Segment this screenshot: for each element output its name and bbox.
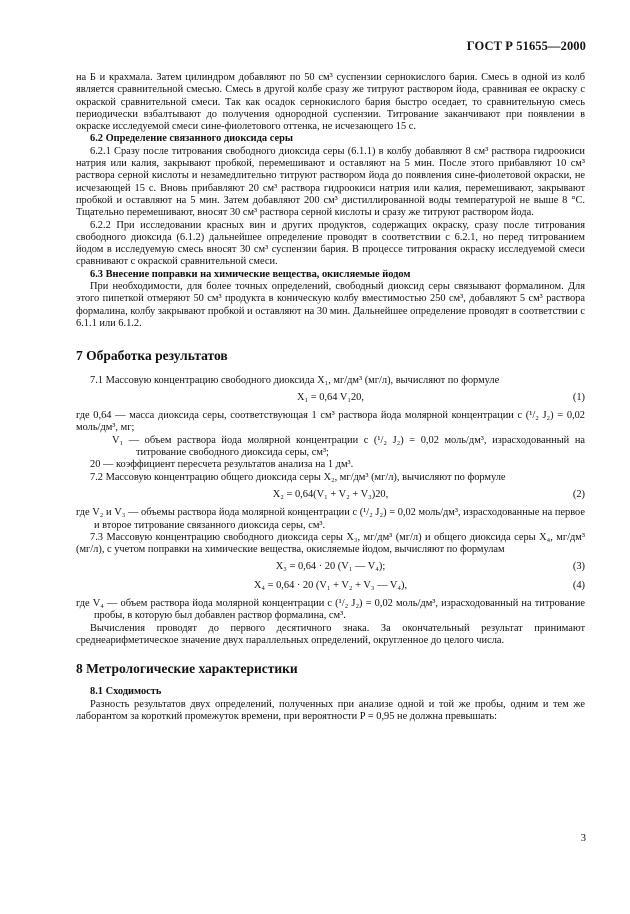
formula-1 <box>76 392 585 404</box>
formula-3-expression: X₃ = 0,64 · 20 (V₁ — V₄); <box>275 561 386 573</box>
document-body <box>76 72 585 723</box>
subsection-heading-8-1: 8.1 Сходимость <box>90 686 162 698</box>
paragraph-7-1: 7.1 Массовую концентрацию свободного диоксида X₁, мг/дм³ (мг/л), вычисляют по формуле <box>90 374 500 386</box>
formula-3 <box>76 561 585 573</box>
subsection-heading-6-3: 6.3 Внесение поправки на химические вещества, окисляемые йодом <box>90 268 411 280</box>
paragraph-6-2-1: 6.2.1 Сразу после титрования свободного диоксида серы (6.1.1) в колбу добавляют 8 см³ раствора гидроокиси натрия или калия, закрывают пробкой, перемешивают и оставляют на 5 мин. После этого прибавляют 10 см³ раствора серной кислоты и незамедлительно титруют раствором йода до появления сине-фиолетовой окраски, не исчезающей 15 с. Вновь прибавляют 20 см³ раствора гидроокиси натрия или калия, перемешивают, закрывают пробкой и оставляют на 5 мин. Затем добавляют 200 см³ дистиллированной воды температурой не выше 8 °С. Тщательно перемешивают, вносят 30 см³ раствора серной кислоты и сразу же титруют раствором йода. <box>76 145 585 219</box>
formula-4-expression: X₄ = 0,64 · 20 (V₁ + V₂ + V₃ — V₄), <box>253 579 408 591</box>
paragraph-continuation: на Б и крахмала. Затем цилиндром добавляют по 50 см³ суспензии сернокислого бария. Смесь в одной из колб является сравнительной смесью. Смесь в другой колбе сразу же титруют раствором йода, сравнивая ее окраску с окраской сравнительной смеси. Так как осадок сернокислого бария быстро оседает, то сравнительную смесь периодически взбалтывают до получения однородной суспензии. Титрование заканчивают при появлении в окраске исследуемой смеси сине-фиолетового оттенка, не исчезающего 15 с. <box>76 72 585 133</box>
formula-1-expression: X₁ = 0,64 V₁20, <box>297 391 364 403</box>
paragraph-7-2: 7.2 Массовую концентрацию общего диоксида серы X₂, мг/дм³ (мг/л), вычисляют по формуле <box>90 471 506 483</box>
where-v1: V₁ — объем раствора йода молярной концентрации с (¹/₂ J₂) = 0,02 моль/дм³, израсходованный на титрование свободного диоксида серы, см³; <box>112 434 585 459</box>
formula-2 <box>76 489 585 501</box>
where-v2-v3: где V₂ и V₃ — объемы раствора йода молярной концентрации с (¹/₂ J₂) = 0,02 моль/дм³, израсходованные на первое и второе титрование связанного диоксида серы, см³. <box>76 507 585 531</box>
subsection-heading-6-2: 6.2 Определение связанного диоксида серы <box>90 133 293 145</box>
section-heading-8: 8 Метрологические характеристики <box>76 661 298 677</box>
page-number: 3 <box>580 833 586 844</box>
paragraph-7-3: 7.3 Массовую концентрацию свободного диоксида серы X₃, мг/дм³ (мг/л) и общего диоксида серы X₄, мг/дм³ (мг/л), с учетом поправки на химические вещества, окисляемые йодом, вычисляют по формулам <box>76 531 585 556</box>
where-0-64: где 0,64 — масса диоксида серы, соответствующая 1 см³ раствора йода молярной концентрации с (¹/₂ J₂) = 0,02 моль/дм³, мг; <box>76 410 585 434</box>
paragraph-calculation-note: Вычисления проводят до первого десятичного знака. За окончательный результат принимают среднеарифметическое значение двух параллельных определений, округленное до целого числа. <box>76 622 585 646</box>
formula-1-number: (1) <box>572 391 585 403</box>
formula-4-number: (4) <box>572 579 585 591</box>
formula-3-number: (3) <box>572 561 585 573</box>
where-20: 20 — коэффициент пересчета результатов анализа на 1 дм³. <box>90 459 354 471</box>
formula-2-number: (2) <box>572 488 585 500</box>
paragraph-6-3: При необходимости, для более точных определений, свободный диоксид серы связывают формалином. Для этого пипеткой отмеряют 50 см³ продукта в коническую колбу вместимостью 250 см³, добавляют 5 см³ раствора формалина, колбу закрывают пробкой и оставляют на 30 мин. Дальнейшее определение проводят в соответствии с 6.1.1 или 6.1.2. <box>76 281 585 329</box>
formula-4 <box>76 580 585 592</box>
paragraph-8-1: Разность результатов двух определений, полученных при анализе одной и той же пробы, одним и тем же лаборантом за короткий промежуток времени, при вероятности P = 0,95 не должна превышать: <box>76 698 585 723</box>
section-heading-7: 7 Обработка результатов <box>76 348 228 364</box>
where-v4: где V₄ — объем раствора йода молярной концентрации с (¹/₂ J₂) = 0,02 моль/дм³, израсходованный на титрование пробы, в которую был добавлен раствор формалина, см³. <box>76 597 585 622</box>
formula-2-expression: X₂ = 0,64(V₁ + V₂ + V₃)20, <box>272 488 389 500</box>
document-header: ГОСТ Р 51655—2000 <box>466 39 586 53</box>
paragraph-6-2-2: 6.2.2 При исследовании красных вин и других продуктов, содержащих окраску, сразу после титрования свободного диоксида (6.1.2) дальнейшее определение проводят в соответствии с 6.2.1, но перед титрованием йодом в исследуемую смесь вносят 30 см³ суспензии бария. В процессе титрования окраску исследуемой смеси сравнивают с окраской сравнительной смеси. <box>76 219 585 268</box>
